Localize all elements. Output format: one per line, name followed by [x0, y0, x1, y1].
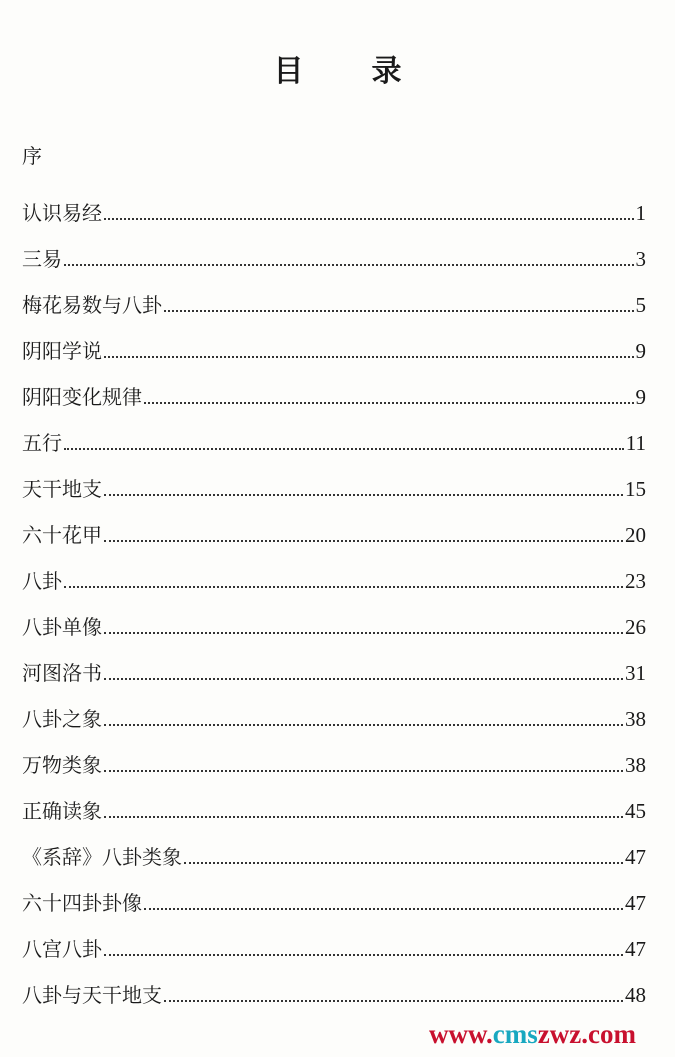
toc-entry-page: 38: [625, 753, 646, 777]
leader-dots: [104, 632, 623, 634]
toc-entry-label: 正确读象: [22, 799, 102, 823]
toc-entry[interactable]: [22, 640, 646, 686]
toc-entry[interactable]: [22, 318, 646, 364]
toc-entry-label: 梅花易数与八卦: [22, 293, 162, 317]
leader-dots: [104, 954, 623, 956]
toc-entry-page: 26: [625, 615, 646, 639]
toc-entry[interactable]: [22, 916, 646, 962]
toc-entry-page: 48: [625, 983, 646, 1007]
toc-entry-page: 47: [625, 891, 646, 915]
watermark-part: zwz.com: [537, 1019, 636, 1049]
toc-entry[interactable]: [22, 456, 646, 502]
toc-entry-page: 5: [635, 293, 646, 317]
toc-entry-page: 9: [635, 385, 646, 409]
toc-entry-label: 六十花甲: [22, 523, 102, 547]
leader-dots: [144, 402, 634, 404]
watermark-part: www.: [429, 1019, 493, 1049]
toc-entry-label: 阴阳学说: [22, 339, 102, 363]
preface-heading: 序: [22, 144, 42, 168]
leader-dots: [64, 448, 624, 450]
toc-entry[interactable]: [22, 364, 646, 410]
leader-dots: [164, 1000, 623, 1002]
leader-dots: [104, 540, 623, 542]
leader-dots: [64, 586, 623, 588]
leader-dots: [104, 494, 623, 496]
leader-dots: [184, 862, 623, 864]
toc-entry-label: 认识易经: [22, 201, 102, 225]
toc-entry-label: 八卦与天干地支: [22, 983, 162, 1007]
toc-entry-page: 20: [625, 523, 646, 547]
toc-entry[interactable]: [22, 686, 646, 732]
toc-entry-page: 3: [635, 247, 646, 271]
toc-entry-page: 15: [625, 477, 646, 501]
toc-entry-page: 1: [635, 201, 646, 225]
toc-entry[interactable]: [22, 594, 646, 640]
toc-entry-page: 47: [625, 845, 646, 869]
toc-entry-page: 9: [635, 339, 646, 363]
leader-dots: [104, 770, 623, 772]
toc-entry[interactable]: [22, 226, 646, 272]
leader-dots: [104, 218, 634, 220]
toc-entry-label: 八卦单像: [22, 615, 102, 639]
title-char: 目: [273, 54, 304, 89]
toc-entry[interactable]: [22, 732, 646, 778]
leader-dots: [104, 724, 623, 726]
toc-entry-label: 万物类象: [22, 753, 102, 777]
toc-entry-label: 八卦: [22, 569, 62, 593]
toc-entry[interactable]: [22, 410, 646, 456]
watermark: [425, 1018, 640, 1050]
leader-dots: [104, 356, 634, 358]
toc-entry-label: 阴阳变化规律: [22, 385, 142, 409]
toc-entry-label: 八宫八卦: [22, 937, 102, 961]
toc-entry-page: 23: [625, 569, 646, 593]
toc-entry-label: 八卦之象: [22, 707, 102, 731]
toc-entry-page: 38: [625, 707, 646, 731]
leader-dots: [64, 264, 634, 266]
toc-entry[interactable]: [22, 272, 646, 318]
leader-dots: [104, 678, 623, 680]
leader-dots: [164, 310, 634, 312]
page-title: [0, 46, 675, 90]
toc-entry[interactable]: [22, 180, 646, 226]
toc-entry[interactable]: [22, 548, 646, 594]
leader-dots: [104, 816, 623, 818]
toc-entry[interactable]: [22, 824, 646, 870]
toc-entry-page: 31: [625, 661, 646, 685]
table-of-contents: [22, 180, 646, 1008]
toc-entry-label: 三易: [22, 247, 62, 271]
title-char: 录: [371, 54, 402, 89]
toc-entry-page: 47: [625, 937, 646, 961]
toc-entry-label: 河图洛书: [22, 661, 102, 685]
watermark-part: cms: [492, 1019, 538, 1049]
toc-entry-label: 《系辞》八卦类象: [22, 845, 182, 869]
toc-entry-label: 天干地支: [22, 477, 102, 501]
toc-entry-page: 45: [625, 799, 646, 823]
toc-entry-label: 五行: [22, 431, 62, 455]
toc-entry-page: 11: [625, 431, 646, 455]
toc-entry[interactable]: [22, 502, 646, 548]
toc-entry-label: 六十四卦卦像: [22, 891, 142, 915]
toc-entry[interactable]: [22, 778, 646, 824]
toc-entry[interactable]: [22, 870, 646, 916]
toc-entry[interactable]: [22, 962, 646, 1008]
leader-dots: [144, 908, 623, 910]
